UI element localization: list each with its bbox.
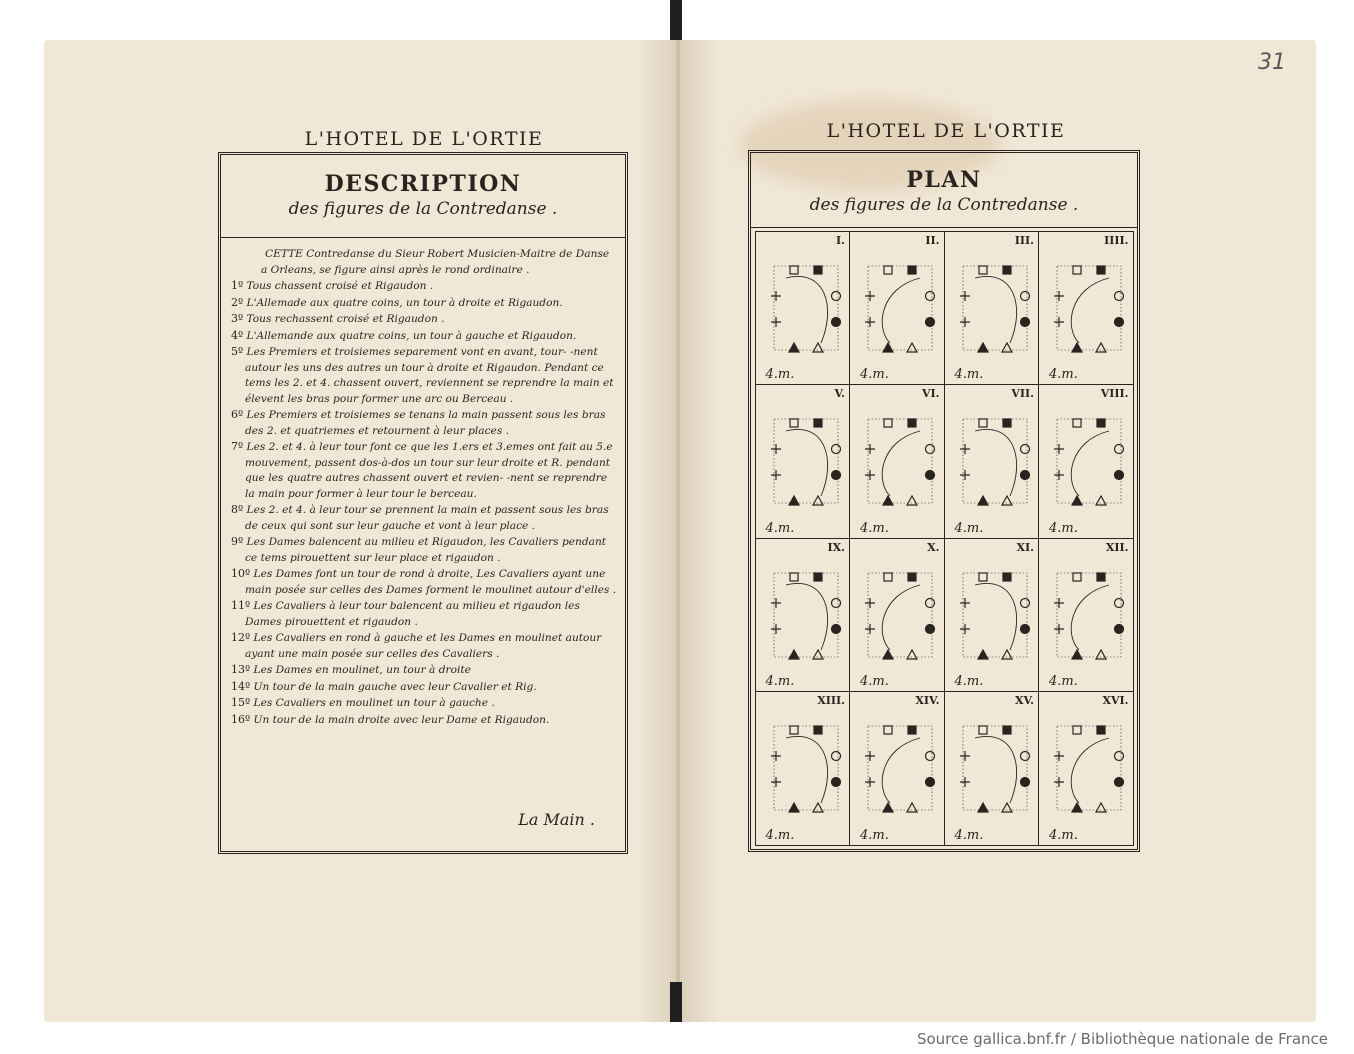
- figure-numeral: XIV.: [915, 694, 940, 707]
- plan-subheading: des figures de la Contredanse .: [809, 195, 1079, 215]
- item-text: Les 2. et 4. à leur tour se prennent la main et passent sous les bras de ceux qui sont sur leur gauche et vont à leur place .: [245, 504, 609, 532]
- description-item: [231, 695, 617, 712]
- plan-heading: PLAN: [906, 167, 982, 193]
- figure-cell: [849, 691, 945, 846]
- figure-cell: [755, 231, 851, 386]
- figure-cell: [849, 231, 945, 386]
- figure-tempo: 4.m.: [765, 367, 795, 382]
- figure-tempo: 4.m.: [954, 520, 984, 536]
- figure-cell: [755, 691, 851, 846]
- figure-tempo: 4.m.: [860, 674, 889, 689]
- figure-diagram: [860, 555, 940, 675]
- left-page: [44, 40, 678, 1022]
- figure-numeral: XIII.: [817, 694, 845, 707]
- item-number: 12º: [231, 631, 251, 644]
- figure-cell: [849, 384, 945, 539]
- figure-numeral: XV.: [1015, 694, 1034, 707]
- item-number: 6º: [231, 408, 244, 421]
- folio-number: 31: [1258, 50, 1286, 75]
- description-item: [231, 630, 617, 662]
- description-item: [231, 679, 617, 696]
- item-text: Les 2. et 4. à leur tour font ce que les 1.ers et 3.emes ont fait au 5.e mouvement, passent dos-à-dos un tour sur leur droite et R. pendant que les quatre autres chassent ouvert et revien- -nent se reprendre la main pour former à leur tour le berceau.: [245, 441, 613, 500]
- item-number: 16º: [231, 712, 251, 726]
- description-item: [231, 407, 617, 439]
- figure-numeral: V.: [834, 387, 845, 400]
- description-item: [231, 328, 617, 345]
- figure-numeral: XII.: [1105, 540, 1129, 554]
- item-number: 14º: [231, 679, 251, 693]
- description-body: [231, 247, 617, 728]
- item-text: Un tour de la main droite avec leur Dame et Rigaudon.: [253, 713, 550, 726]
- description-item: [231, 712, 617, 729]
- description-header: [221, 155, 625, 238]
- description-item: [231, 295, 617, 312]
- bookmark-ribbon-bottom: [670, 982, 682, 1022]
- figure-tempo: 4.m.: [954, 674, 984, 689]
- figure-tempo: 4.m.: [1049, 520, 1078, 536]
- figure-tempo: 4.m.: [860, 520, 889, 536]
- item-number: 8º: [231, 503, 244, 516]
- figure-numeral: XI.: [1016, 540, 1034, 554]
- item-text: Les Premiers et troisiemes se tenans la main passent sous les bras des 2. et quatriemes et retournent à leur places .: [245, 409, 606, 437]
- item-number: 15º: [231, 696, 251, 709]
- figure-cell: [755, 538, 851, 693]
- figure-cell: [944, 538, 1040, 693]
- description-heading: DESCRIPTION: [324, 171, 522, 197]
- item-text: Les Dames en moulinet, un tour à droite: [253, 664, 471, 676]
- figure-diagram: [1049, 708, 1129, 828]
- description-intro: CETTE Contredanse du Sieur Robert Musicien-Maitre de Danse a Orleans, se figure ainsi après le rond ordinaire .: [261, 248, 610, 276]
- figure-cell: [944, 384, 1040, 539]
- item-number: 11º: [231, 599, 251, 612]
- item-number: 2º: [231, 295, 244, 309]
- description-item: [231, 344, 617, 407]
- figure-numeral: VIII.: [1100, 387, 1129, 400]
- item-number: 1º: [231, 279, 244, 292]
- item-text: L'Allemande aux quatre coins, un tour à gauche et Rigaudon.: [246, 329, 577, 342]
- figure-tempo: 4.m.: [765, 827, 795, 843]
- item-text: L'Allemade aux quatre coins, un tour à droite et Rigaudon.: [246, 296, 563, 309]
- description-subheading: des figures de la Contredanse .: [288, 199, 558, 219]
- figure-tempo: 4.m.: [860, 367, 889, 382]
- figure-cell: [1038, 691, 1134, 846]
- figure-cell: [1038, 384, 1134, 539]
- description-item: [231, 662, 617, 679]
- description-item: [231, 278, 617, 295]
- description-item: [231, 566, 617, 598]
- item-number: 7º: [231, 440, 244, 453]
- figure-tempo: 4.m.: [1049, 827, 1078, 843]
- figure-numeral: X.: [927, 540, 940, 554]
- figure-diagram: [766, 555, 846, 675]
- figure-diagram: [766, 708, 846, 828]
- description-items: [231, 278, 617, 728]
- figure-diagram: [955, 555, 1035, 675]
- figure-diagram: [860, 708, 940, 828]
- figure-numeral: XVI.: [1102, 694, 1129, 707]
- figure-numeral: III.: [1014, 233, 1034, 247]
- plan-header: [751, 153, 1137, 228]
- item-text: Un tour de la main gauche avec leur Cavalier et Rig.: [253, 680, 537, 693]
- item-number: 4º: [231, 328, 244, 342]
- item-number: 10º: [231, 567, 251, 580]
- figure-diagram: [955, 248, 1035, 368]
- figure-numeral: IX.: [827, 540, 845, 554]
- item-number: 5º: [231, 345, 244, 358]
- item-text: Les Premiers et troisiemes separement vont en avant, tour- -nent autour les uns des autres un tour à droite et Rigaudon. Pendant ce tems les 2. et 4. chassent ouvert, reviennent se reprendre la main et élevent les bras pour former une arc ou Berceau .: [245, 346, 614, 405]
- figure-tempo: 4.m.: [954, 827, 984, 843]
- figure-cell: [1038, 231, 1134, 386]
- description-item: [231, 534, 617, 566]
- description-frame: [218, 152, 628, 854]
- figure-tempo: 4.m.: [765, 674, 795, 689]
- item-text: Les Cavaliers en moulinet un tour à gauche .: [253, 697, 495, 709]
- item-text: Tous chassent croisé et Rigaudon .: [246, 280, 434, 292]
- figure-diagram: [955, 708, 1035, 828]
- plan-frame: [748, 150, 1140, 852]
- figure-numeral: I.: [836, 233, 845, 247]
- item-number: 9º: [231, 535, 244, 548]
- figure-diagram: [766, 401, 846, 521]
- figure-diagram: [860, 248, 940, 368]
- figure-tempo: 4.m.: [860, 827, 889, 843]
- plan-grid: [755, 231, 1133, 845]
- right-plate-title: L'HOTEL DE L'ORTIE: [826, 120, 1066, 142]
- figure-numeral: IIII.: [1104, 233, 1129, 247]
- signature: La Main .: [518, 810, 595, 829]
- figure-numeral: VII.: [1011, 387, 1034, 400]
- figure-numeral: VI.: [921, 387, 940, 400]
- description-item: [231, 439, 617, 502]
- item-number: 3º: [231, 312, 244, 325]
- figure-cell: [944, 691, 1040, 846]
- item-text: Les Dames font un tour de rond à droite, Les Cavaliers ayant une main posée sur celles des Dames forment le moulinet autour d'elles .: [245, 568, 617, 596]
- figure-diagram: [1049, 248, 1129, 368]
- item-text: Les Cavaliers en rond à gauche et les Dames en moulinet autour ayant une main posée sur celles des Cavaliers .: [245, 632, 602, 660]
- left-plate-title: L'HOTEL DE L'ORTIE: [304, 128, 544, 150]
- figure-numeral: II.: [925, 233, 940, 247]
- description-item: [231, 502, 617, 534]
- figure-diagram: [860, 401, 940, 521]
- item-text: Les Cavaliers à leur tour balencent au milieu et rigaudon les Dames pirouettent et rigaudon .: [245, 600, 580, 628]
- figure-cell: [755, 384, 851, 539]
- item-text: Les Dames balencent au milieu et Rigaudon, les Cavaliers pendant ce tems pirouettent sur leur place et rigaudon .: [245, 536, 607, 564]
- figure-cell: [849, 538, 945, 693]
- figure-cell: [1038, 538, 1134, 693]
- figure-diagram: [1049, 401, 1129, 521]
- description-item: [231, 311, 617, 328]
- figure-tempo: 4.m.: [1049, 367, 1078, 382]
- figure-diagram: [955, 401, 1035, 521]
- figure-cell: [944, 231, 1040, 386]
- item-text: Tous rechassent croisé et Rigaudon .: [246, 313, 445, 325]
- figure-tempo: 4.m.: [1049, 674, 1078, 689]
- description-item: [231, 598, 617, 630]
- figure-diagram: [1049, 555, 1129, 675]
- source-credit: Source gallica.bnf.fr / Bibliothèque nationale de France: [916, 1030, 1328, 1048]
- right-page: [680, 40, 1316, 1022]
- item-number: 13º: [231, 663, 251, 676]
- figure-diagram: [766, 248, 846, 368]
- figure-tempo: 4.m.: [954, 367, 984, 382]
- figure-tempo: 4.m.: [765, 520, 795, 536]
